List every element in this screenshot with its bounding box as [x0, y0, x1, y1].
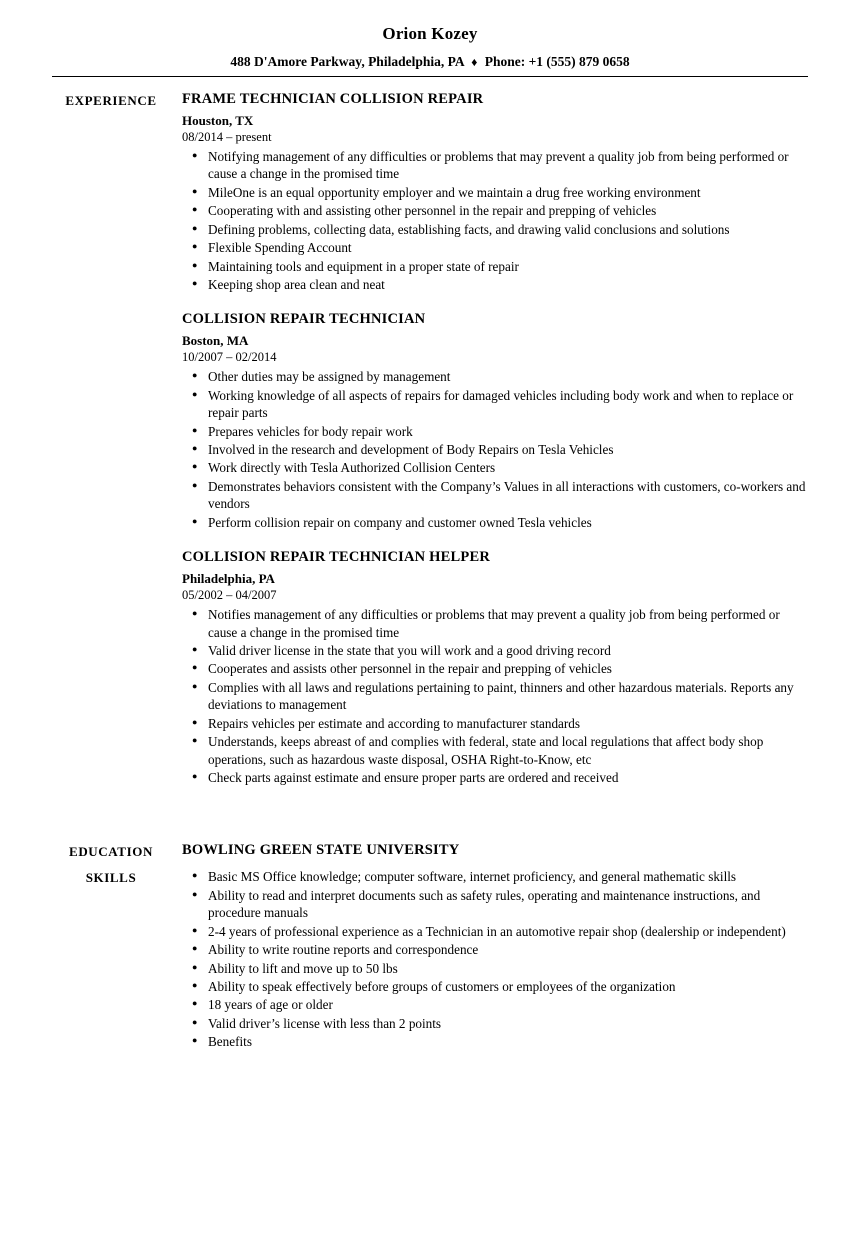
- job-dates: 05/2002 – 04/2007: [182, 588, 277, 603]
- job-location: Boston, MA: [182, 333, 249, 349]
- job-title: COLLISION REPAIR TECHNICIAN HELPER: [182, 549, 491, 566]
- list-item: ● 2-4 years of professional experience as a Technician in an automotive repair shop (dealership or independent): [182, 923, 808, 940]
- list-item: ● Ability to write routine reports and correspondence: [182, 941, 808, 958]
- list-item: ● Benefits: [182, 1033, 808, 1050]
- education-entries: [170, 842, 808, 859]
- list-item: ● Check parts against estimate and ensure proper parts are ordered and received: [182, 769, 808, 786]
- education-school: BOWLING GREEN STATE UNIVERSITY: [182, 842, 460, 859]
- job-title: FRAME TECHNICIAN COLLISION REPAIR: [182, 91, 484, 107]
- job-location: Houston, TX: [182, 113, 254, 128]
- contact-line: [52, 54, 808, 70]
- list-item: ● Cooperating with and assisting other personnel in the repair and prepping of vehicles: [182, 202, 808, 219]
- list-item: ● Perform collision repair on company and customer owned Tesla vehicles: [182, 514, 808, 531]
- list-item: ● Valid driver license in the state that you will work and a good driving record: [182, 642, 808, 659]
- contact-phone: Phone: +1 (555) 879 0658: [484, 54, 630, 69]
- list-item: ● Complies with all laws and regulations pertaining to paint, thinners and other hazardous materials. Reports any deviations to management: [182, 679, 808, 714]
- list-item: ● Defining problems, collecting data, establishing facts, and drawing valid conclusions and solutions: [182, 221, 808, 238]
- experience-item: [182, 549, 808, 786]
- job-dates: 10/2007 – 02/2014: [182, 350, 277, 365]
- header-divider: [52, 76, 808, 77]
- list-item: ● Flexible Spending Account: [182, 239, 808, 256]
- list-item: ● Notifying management of any difficulties or problems that may prevent a quality job from being performed or cause a change in the promised time: [182, 148, 808, 183]
- education-section: [52, 842, 808, 860]
- list-item: ● Involved in the research and development of Body Repairs on Tesla Vehicles: [182, 441, 808, 458]
- list-item: ● Repairs vehicles per estimate and according to manufacturer standards: [182, 715, 808, 732]
- job-bullet-list: [182, 148, 808, 293]
- list-item: ● Understands, keeps abreast of and complies with federal, state and local regulations that affect body shop operations, such as hazardous waste disposal, OSHA Right-to-Know, etc: [182, 733, 808, 768]
- list-item: ● Valid driver’s license with less than 2 points: [182, 1015, 808, 1032]
- list-item: ● Working knowledge of all aspects of repairs for damaged vehicles including body work and when to replace or repair parts: [182, 387, 808, 422]
- job-bullet-list: [182, 606, 808, 786]
- experience-section: [52, 91, 808, 804]
- list-item: ● 18 years of age or older: [182, 996, 808, 1013]
- diamond-separator-icon: ♦: [471, 55, 478, 69]
- list-item: ● Ability to speak effectively before groups of customers or employees of the organization: [182, 978, 808, 995]
- list-item: ● Maintaining tools and equipment in a proper state of repair: [182, 258, 808, 275]
- section-label-skills: SKILLS: [85, 870, 137, 886]
- skills-section: [52, 868, 808, 1051]
- list-item: ● Ability to read and interpret documents such as safety rules, operating and maintenance instructions, and procedure manuals: [182, 887, 808, 922]
- list-item: ● Cooperates and assists other personnel in the repair and prepping of vehicles: [182, 660, 808, 677]
- job-dates: 08/2014 – present: [182, 130, 272, 144]
- list-item: ● Prepares vehicles for body repair work: [182, 423, 808, 440]
- page-title: Orion Kozey: [382, 24, 478, 43]
- experience-entries: [170, 91, 808, 804]
- list-item: ● Notifies management of any difficulties or problems that may prevent a quality job from being performed or cause a change in the promised time: [182, 606, 808, 641]
- section-label-education: EDUCATION: [69, 844, 153, 860]
- list-item: ● MileOne is an equal opportunity employer and we maintain a drug free working environment: [182, 184, 808, 201]
- job-bullet-list: [182, 368, 808, 531]
- list-item: ● Keeping shop area clean and neat: [182, 276, 808, 293]
- skills-entries: [170, 868, 808, 1051]
- list-item: ● Basic MS Office knowledge; computer software, internet proficiency, and general mathematic skills: [182, 868, 808, 885]
- list-item: ● Work directly with Tesla Authorized Collision Centers: [182, 459, 808, 476]
- spacer: [52, 804, 808, 842]
- spacer: [52, 860, 808, 868]
- job-location: Philadelphia, PA: [182, 571, 275, 587]
- skills-bullet-list: [182, 868, 808, 1050]
- list-item: ● Demonstrates behaviors consistent with the Company’s Values in all interactions with customers, co-workers and vendors: [182, 478, 808, 513]
- list-item: ● Ability to lift and move up to 50 lbs: [182, 960, 808, 977]
- contact-address: 488 D'Amore Parkway, Philadelphia, PA: [230, 54, 464, 69]
- list-item: ● Other duties may be assigned by management: [182, 368, 808, 385]
- section-label-experience: EXPERIENCE: [65, 93, 157, 108]
- experience-item: [182, 311, 808, 531]
- experience-item: [182, 91, 808, 293]
- job-title: COLLISION REPAIR TECHNICIAN: [182, 311, 426, 328]
